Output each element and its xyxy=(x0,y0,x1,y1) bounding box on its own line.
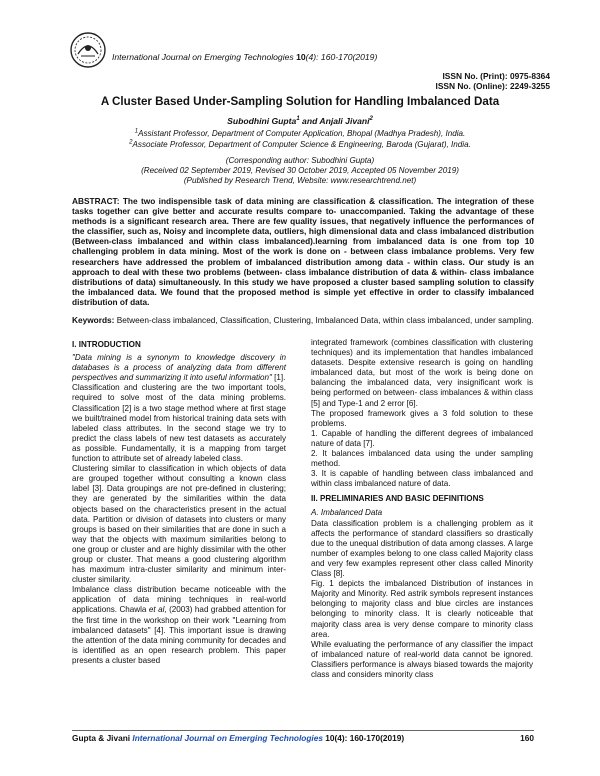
authors xyxy=(40,116,560,126)
subsection-heading-imbalanced-data: A. Imbalanced Data xyxy=(311,507,383,517)
keywords-text: Between-class imbalanced, Classification, Clustering, Imbalanced Data, within class imbalanced, under sampling. xyxy=(114,315,534,325)
intro-quote xyxy=(72,353,286,383)
affiliation-1-sup: 1 xyxy=(134,128,139,135)
journal-name: International Journal on Emerging Technologies xyxy=(112,52,294,62)
affiliation-1 xyxy=(40,129,560,139)
journal-logo xyxy=(68,30,108,70)
right-paragraph-5: While evaluating the performance of any classifier the impact of imbalanced nature of real-world data cannot be ignored. Classifiers performance is always biased towards the majority class and considers minority class xyxy=(311,639,533,679)
section-heading-preliminaries: II. PRELIMINARIES AND BASIC DEFINITIONS xyxy=(311,494,484,504)
right-paragraph-1: integrated framework (combines classification with clustering techniques) and its implementation that handles imbalanced datasets. Despite extensive research is going on handling imbalanced data, but most of the work is being done on balancing the imbalanced data, very insignificant work is being performed on between- class imbalances & within class [5] and Type-1 and 2 error [6]. xyxy=(311,338,533,408)
footer-journal: International Journal on Emerging Technologies xyxy=(132,733,323,743)
intro-paragraph-1: Classification and clustering are the two important tools, required to solve most of the data mining problems. Classification [2] is a two stage method where at first stage we built/trained model from historical training data sets with labeled class attributes. In the second stage we try to predict the class labels of new test datasets as accurately as possible. Fundamentally, it is a mapping from target function to attribute set of already labeled class. xyxy=(72,383,286,464)
author-1: Subodhini Gupta xyxy=(227,116,297,126)
intro-quote-text: "Data mining is a synonym to knowledge discovery in databases is a process of analyzing data from different perspectives and summarizing it into useful information" xyxy=(72,353,286,383)
author-1-sup: 1 xyxy=(296,116,300,123)
footer-divider xyxy=(72,730,534,731)
affiliation-1-text: Assistant Professor, Department of Computer Application, Bhopal (Madhya Pradesh), India. xyxy=(138,129,466,138)
list-item: 1. Capable of handling the different degrees of imbalanced nature of data [7]. xyxy=(311,428,533,448)
intro-paragraph-3b: , (2003) had grabbed attention for the first time in the workshop on their work "Learning from imbalanced datasets" [4]. This important issue is drawing the attention of the data mining community for decades and is identified as an open research problem. This paper presents a cluster based xyxy=(72,605,286,665)
received-dates: (Received 02 September 2019, Revised 30 October 2019, Accepted 05 November 2019) xyxy=(141,166,459,175)
right-paragraph-4: Fig. 1 depicts the imbalanced Distribution of instances in Majority and Minority. Red astrik symbols represent instances belonging to majority class and blue circles are instances belonging to minority class. It is clearly noticeable that majority class area is very dense compare to minority class area. xyxy=(311,579,533,639)
author-2-sup: 2 xyxy=(369,116,373,123)
paper-title: A Cluster Based Under-Sampling Solution for Handling Imbalanced Data xyxy=(100,95,500,108)
journal-volume: 10 xyxy=(296,52,306,62)
issn-print: ISSN No. (Print): 0975-8364 xyxy=(442,71,550,81)
journal-header xyxy=(112,52,377,62)
left-column xyxy=(72,338,286,666)
intro-paragraph-3 xyxy=(72,585,286,666)
affiliation-2-sup: 2 xyxy=(129,139,133,146)
corresponding-author: (Corresponding author: Subodhini Gupta) xyxy=(225,156,375,165)
intro-paragraph-3a: Imbalance class distribution became noticeable with the application of data mining techniques in real-world applications. Chawla xyxy=(72,585,286,615)
journal-logo-icon xyxy=(68,30,108,70)
publisher-line: (Published by Research Trend, Website: www.researchtrend.net) xyxy=(183,176,417,185)
keywords xyxy=(72,315,534,325)
affiliation-2 xyxy=(40,140,560,150)
intro-quote-ref: [1]. xyxy=(271,373,286,383)
right-paragraph-3: Data classification problem is a challenging problem as it affects the performance of standard classifiers so drastically due to the unequal distribution of data among classes. A large number of examples belong to one class called Majority class and very few examples represent other class called Minority Class [8]. xyxy=(311,518,533,579)
keywords-label: Keywords: xyxy=(72,315,115,325)
intro-et-al: et al xyxy=(148,605,165,615)
footer-volume: 10(4): 160-170(2019) xyxy=(325,733,405,743)
abstract: ABSTRACT: The two indispensible task of data mining are classification & classification. The integration of these tasks together can give better and accurate results compare to- unaccompanied. Taking the advantage of these methods is a significant research area. There are few quality issues, that negatively influence the performances of the classifier, such as, Noisy and incomplete data, outliers, high dimensional data and class imbalanced distribution (Between-class imbalanced and within class imbalanced).learning from imbalanced data is one from top 10 challenging problem in data mining. Most of the work is done on - between class imbalance problems. Very few researchers have addressed the problem of imbalanced distribution among data - within class. Our study is an approach to deal with these two problems (between- class imbalance distribution of data & within- class imbalance distributions of data) simultaneously. In this study we have proposed a cluster based sampling solution to classify the imbalanced data. We found that the proposed method is simple yet effective in order to classify imbalanced distribution of data. xyxy=(72,196,534,307)
page-number: 160 xyxy=(520,733,534,743)
affiliation-2-text: Associate Professor, Department of Computer Science & Engineering, Baroda (Gujarat), India. xyxy=(132,140,471,149)
footer-authors: Gupta & Jivani xyxy=(72,733,131,743)
right-column xyxy=(311,338,533,680)
intro-paragraph-2: Clustering similar to classification in which objects of data are grouped together without consulting a known class label [3]. Data groupings are not pre-defined in clustering; they are generated by the similarities within the data objects based on the characteristics present in the actual data. Partition or division of datasets into clusters or many groups is based on their similarities that are done in such a way that the objects with maximum similarities belong to one group or cluster and are highly dissimilar with the other group or cluster. That means a good clustering algorithm has maximum intra-cluster similarity and minimum inter-cluster similarity. xyxy=(72,464,286,585)
authors-and: and xyxy=(299,116,320,126)
list-item: 3. It is capable of handling between class imbalanced and within class imbalanced nature of data. xyxy=(311,469,533,489)
page-footer xyxy=(72,733,534,743)
section-heading-introduction: I. INTRODUCTION xyxy=(72,340,141,349)
journal-issue: (4): 160-170(2019) xyxy=(305,52,378,62)
issn-online: ISSN No. (Online): 2249-3255 xyxy=(435,81,550,91)
author-2: Anjali Jivani xyxy=(319,116,370,126)
right-paragraph-2: The proposed framework gives a 3 fold solution to these problems. xyxy=(311,408,533,428)
list-item: 2. It balances imbalanced data using the under sampling method. xyxy=(311,449,533,469)
